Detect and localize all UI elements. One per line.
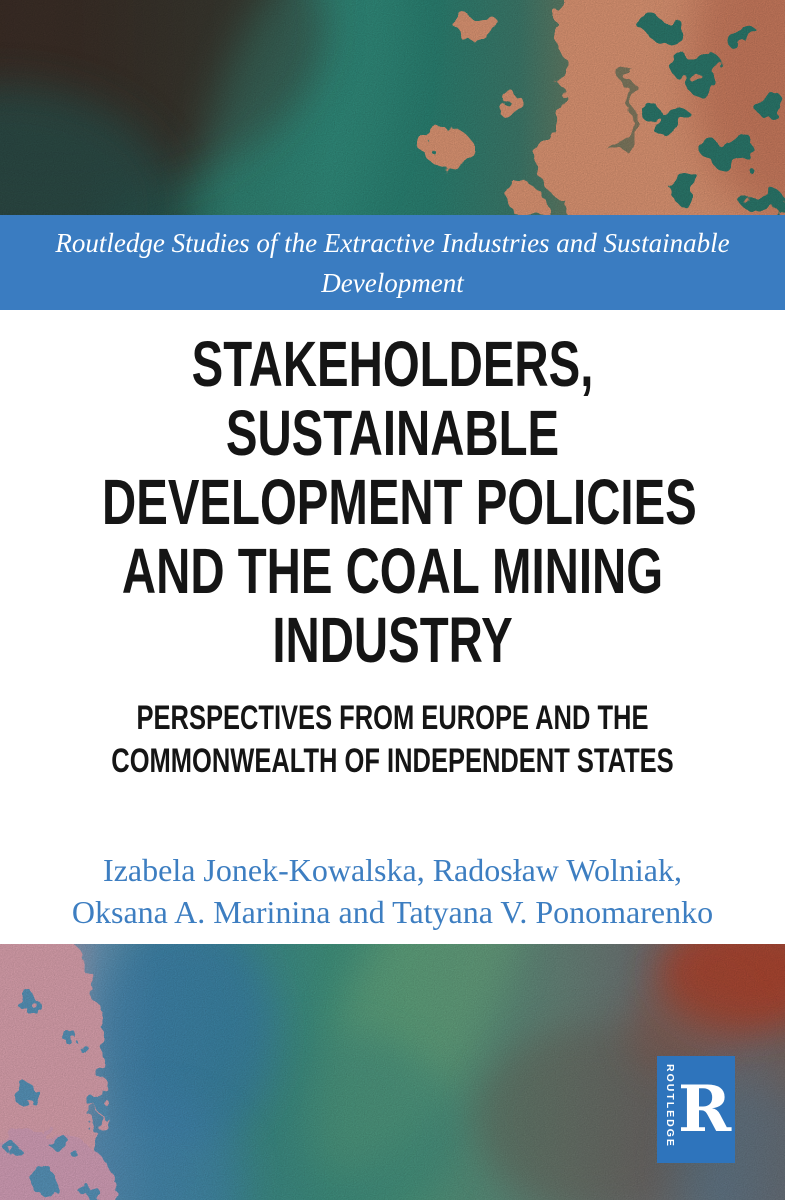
routledge-r-monogram-icon: R	[678, 1071, 732, 1147]
authors	[0, 849, 785, 933]
title-line-3: DEVELOPMENT POLICIES	[102, 466, 697, 538]
routledge-logo	[657, 1056, 735, 1163]
title-line-2: SUSTAINABLE	[225, 397, 560, 469]
title-line-4: AND THE COAL MINING	[121, 535, 664, 607]
authors-line-2: Oksana A. Marinina and Tatyana V. Ponomarenko	[71, 894, 714, 930]
book-title	[0, 330, 785, 675]
series-title-line-1: Routledge Studies of the Extractive Industries and Sustainable	[55, 227, 730, 258]
series-title-line-2: Development	[321, 267, 464, 298]
subtitle-line-1: PERSPECTIVES FROM EUROPE AND THE	[136, 699, 649, 737]
title-line-1: STAKEHOLDERS,	[191, 328, 594, 400]
top-watercolor-artwork	[0, 0, 785, 215]
title-line-5: INDUSTRY	[272, 604, 513, 676]
series-band	[0, 215, 785, 310]
authors-line-1: Izabela Jonek-Kowalska, Radosław Wolniak,	[103, 852, 682, 888]
routledge-logo-vertical-text: ROUTLEDGE	[664, 1064, 676, 1148]
book-subtitle	[0, 697, 785, 783]
subtitle-line-2: COMMONWEALTH OF INDEPENDENT STATES	[111, 742, 674, 780]
